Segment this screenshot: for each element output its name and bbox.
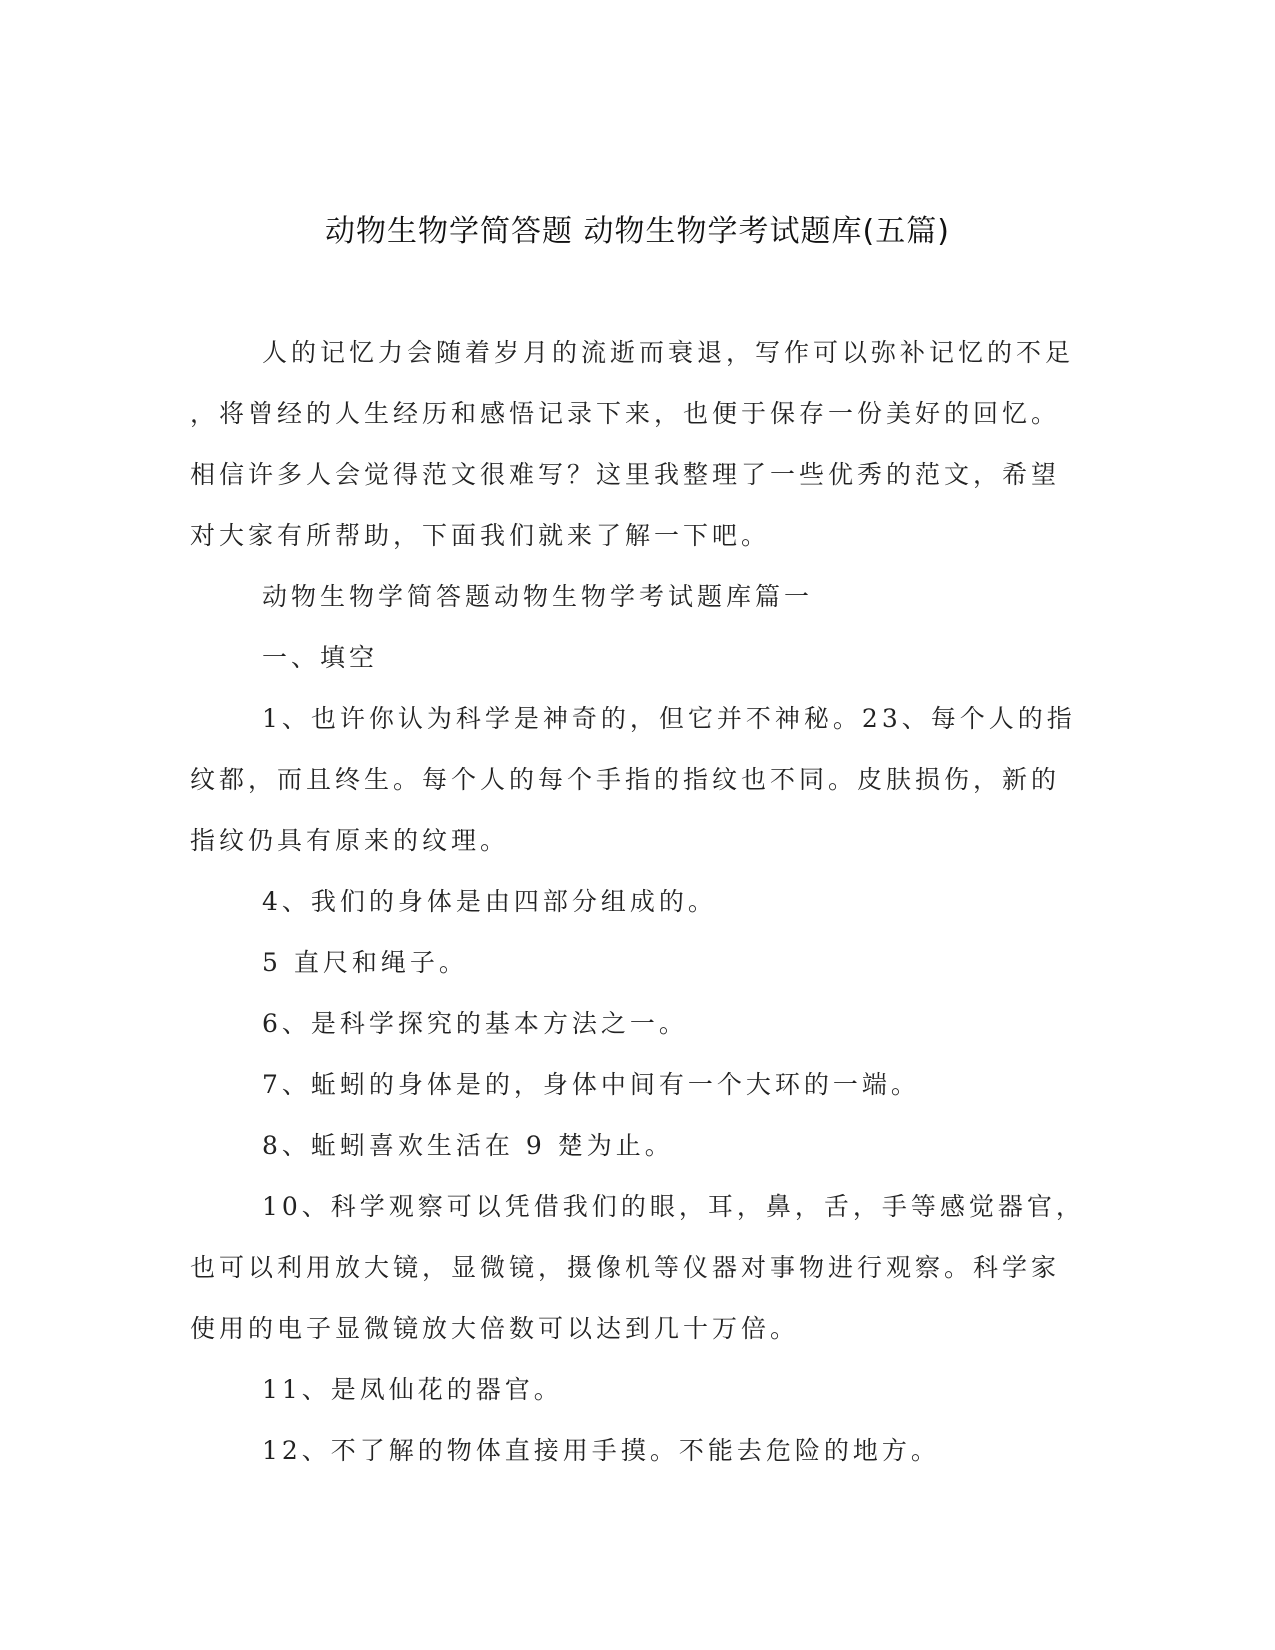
- item-1-paragraph: [190, 688, 1080, 871]
- item-8: 8、蚯蚓喜欢生活在 9 楚为止。: [262, 1131, 674, 1160]
- item-5: 5 直尺和绳子。: [262, 948, 468, 977]
- item-7: 7、蚯蚓的身体是的，身体中间有一个大环的一端。: [262, 1070, 920, 1099]
- item-10-paragraph: [190, 1176, 1085, 1359]
- item-12: 12、不了解的物体直接用手摸。不能去危险的地方。: [262, 1436, 940, 1465]
- item-line: 纹都，而且终生。每个人的每个手指的指纹也不同。皮肤损伤，新的: [190, 765, 1061, 794]
- item-11: 11、是凤仙花的器官。: [262, 1375, 563, 1404]
- item-line: 指纹仍具有原来的纹理。: [190, 826, 510, 855]
- document-title: 动物生物学简答题 动物生物学考试题库(五篇): [325, 214, 950, 249]
- item-line: 10、科学观察可以凭借我们的眼，耳，鼻，舌，手等感觉器官，: [262, 1192, 1085, 1221]
- part-heading: 一、填空: [262, 643, 379, 672]
- item-line: 使用的电子显微镜放大倍数可以达到几十万倍。: [190, 1314, 800, 1343]
- item-line: 也可以利用放大镜，显微镜，摄像机等仪器对事物进行观察。科学家: [190, 1253, 1061, 1282]
- document-body: [190, 322, 1085, 1481]
- intro-line: ，将曾经的人生经历和感悟记录下来，也便于保存一份美好的回忆。: [190, 399, 1061, 428]
- intro-paragraph: [190, 322, 1080, 566]
- section-heading: 动物生物学简答题动物生物学考试题库篇一: [262, 582, 814, 611]
- intro-line: 相信许多人会觉得范文很难写？这里我整理了一些优秀的范文，希望: [190, 460, 1061, 489]
- item-4: 4、我们的身体是由四部分组成的。: [262, 887, 717, 916]
- intro-line: 对大家有所帮助，下面我们就来了解一下吧。: [190, 521, 771, 550]
- item-line: 1、也许你认为科学是神奇的，但它并不神秘。23、每个人的指: [262, 704, 1076, 733]
- item-6: 6、是科学探究的基本方法之一。: [262, 1009, 688, 1038]
- intro-line: 人的记忆力会随着岁月的流逝而衰退，写作可以弥补记忆的不足: [262, 338, 1075, 367]
